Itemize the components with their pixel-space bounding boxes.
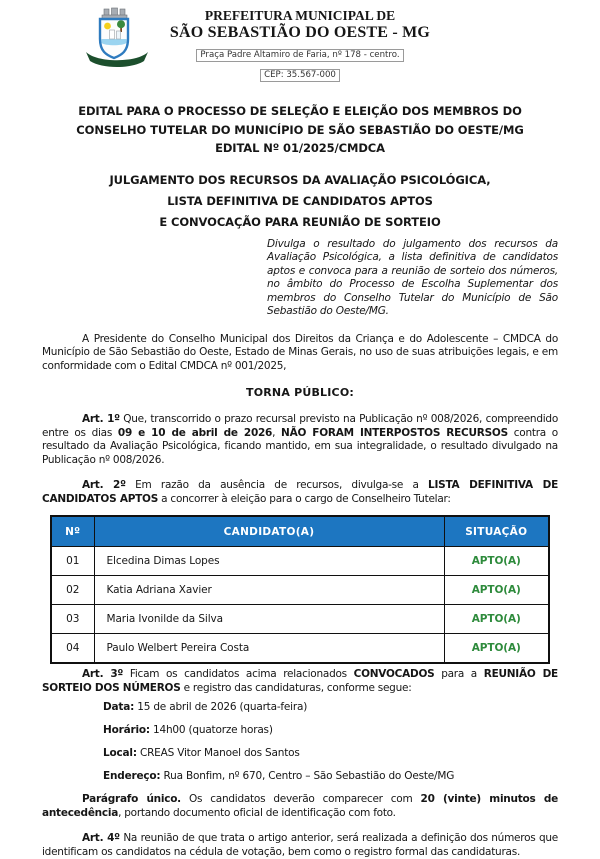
cep-line: CEP: 35.567-000 bbox=[260, 69, 340, 82]
paragrafo-unico: Parágrafo único. Os candidatos deverão comparecer com 20 (vinte) minutos de antecedência, portando documento oficial de identificação com foto. bbox=[42, 793, 558, 819]
subtitle-line-3: E CONVOCAÇÃO PARA REUNIÃO DE SORTEIO bbox=[159, 214, 441, 229]
article-4: Art. 4º Na reunião de que trata o artigo anterior, será realizada a definição dos números que identificam os candidatos na cédula de votação, bem como o registro formal das candidaturas. bbox=[42, 832, 558, 858]
candidates-table-body bbox=[51, 547, 549, 664]
detail-line: Endereço: Rua Bonfim, nº 670, Centro – São Sebastião do Oeste/MG bbox=[103, 770, 455, 782]
cell-status: APTO(A) bbox=[444, 605, 549, 634]
cell-number: 01 bbox=[51, 547, 94, 576]
detail-line: Horário: 14h00 (quatorze horas) bbox=[103, 724, 273, 736]
cell-candidate-name: Elcedina Dimas Lopes bbox=[94, 547, 444, 576]
letterhead bbox=[0, 0, 600, 92]
cell-number: 04 bbox=[51, 634, 94, 664]
org-name-line1: PREFEITURA MUNICIPAL DE bbox=[204, 8, 396, 23]
cell-candidate-name: Katia Adriana Xavier bbox=[94, 576, 444, 605]
article-2: Art. 2º Em razão da ausência de recursos, divulga-se a LISTA DEFINITIVA DE CANDIDATOS APTOS a concorrer à eleição para o cargo de Conselheiro Tutelar: bbox=[42, 479, 558, 505]
article-1: Art. 1º Que, transcorrido o prazo recursal previsto na Publicação nº 008/2026, compreendido entre os dias 09 e 10 de abril de 2026, NÃO FORAM INTERPOSTOS RECURSOS contra o resultado da Avaliação Psicológica, ficando mantido, em sua integralidade, o resultado divulgado na Publicação nº 008/2026. bbox=[42, 413, 558, 466]
edital-title bbox=[42, 102, 558, 158]
table-row bbox=[51, 634, 549, 664]
article-3: Art. 3º Ficam os candidatos acima relacionados CONVOCADOS para a REUNIÃO DE SORTEIO DOS NÚMEROS e registro das candidaturas, conforme segue: bbox=[42, 668, 558, 694]
torna-publico: TORNA PÚBLICO: bbox=[246, 386, 354, 399]
meeting-details bbox=[103, 701, 558, 783]
cell-candidate-name: Maria Ivonilde da Silva bbox=[94, 605, 444, 634]
epigraph: Divulga o resultado do julgamento dos recursos da Avaliação Psicológica, a lista definitiva de candidatos aptos e convoca para a reunião de sorteio dos números, no âmbito do Processo de Escolha Suplementar dos membros do Conselho Tutelar do Município de São Sebastião do Oeste/MG. bbox=[267, 237, 558, 317]
candidates-table bbox=[50, 515, 550, 664]
detail-line: Local: CREAS Vitor Manoel dos Santos bbox=[103, 747, 300, 759]
document-body bbox=[0, 102, 600, 859]
col-header-candidate: CANDIDATO(A) bbox=[94, 516, 444, 547]
municipal-coat-of-arms-icon bbox=[80, 6, 154, 72]
subtitle-line-1: JULGAMENTO DOS RECURSOS DA AVALIAÇÃO PSICOLÓGICA, bbox=[109, 172, 491, 187]
title-line-2: CONSELHO TUTELAR DO MUNICÍPIO DE SÃO SEBASTIÃO DO OESTE/MG bbox=[76, 122, 524, 137]
cell-candidate-name: Paulo Welbert Pereira Costa bbox=[94, 634, 444, 664]
cell-number: 02 bbox=[51, 576, 94, 605]
title-line-3: EDITAL Nº 01/2025/CMDCA bbox=[215, 141, 385, 155]
intro-paragraph: A Presidente do Conselho Municipal dos Direitos da Criança e do Adolescente – CMDCA do Município de São Sebastião do Oeste, Estado de Minas Gerais, no uso de suas atribuições legais, e em conformidade com o Edital CMDCA nº 001/2025, bbox=[42, 332, 558, 372]
edital-subtitle bbox=[42, 170, 558, 233]
subtitle-line-2: LISTA DEFINITIVA DE CANDIDATOS APTOS bbox=[167, 193, 433, 208]
org-name-line2: SÃO SEBASTIÃO DO OESTE - MG bbox=[169, 24, 431, 41]
cell-status: APTO(A) bbox=[444, 634, 549, 664]
cell-status: APTO(A) bbox=[444, 576, 549, 605]
detail-line: Data: 15 de abril de 2026 (quarta-feira) bbox=[103, 701, 308, 713]
candidates-table-header bbox=[51, 516, 549, 547]
table-row bbox=[51, 576, 549, 605]
title-line-1: EDITAL PARA O PROCESSO DE SELEÇÃO E ELEIÇÃO DOS MEMBROS DO bbox=[78, 104, 522, 118]
cell-status: APTO(A) bbox=[444, 547, 549, 576]
table-row bbox=[51, 605, 549, 634]
address-line: Praça Padre Altamiro de Faria, nº 178 - centro. bbox=[196, 49, 403, 62]
table-row bbox=[51, 547, 549, 576]
col-header-status: SITUAÇÃO bbox=[444, 516, 549, 547]
col-header-number: Nº bbox=[51, 516, 94, 547]
cell-number: 03 bbox=[51, 605, 94, 634]
